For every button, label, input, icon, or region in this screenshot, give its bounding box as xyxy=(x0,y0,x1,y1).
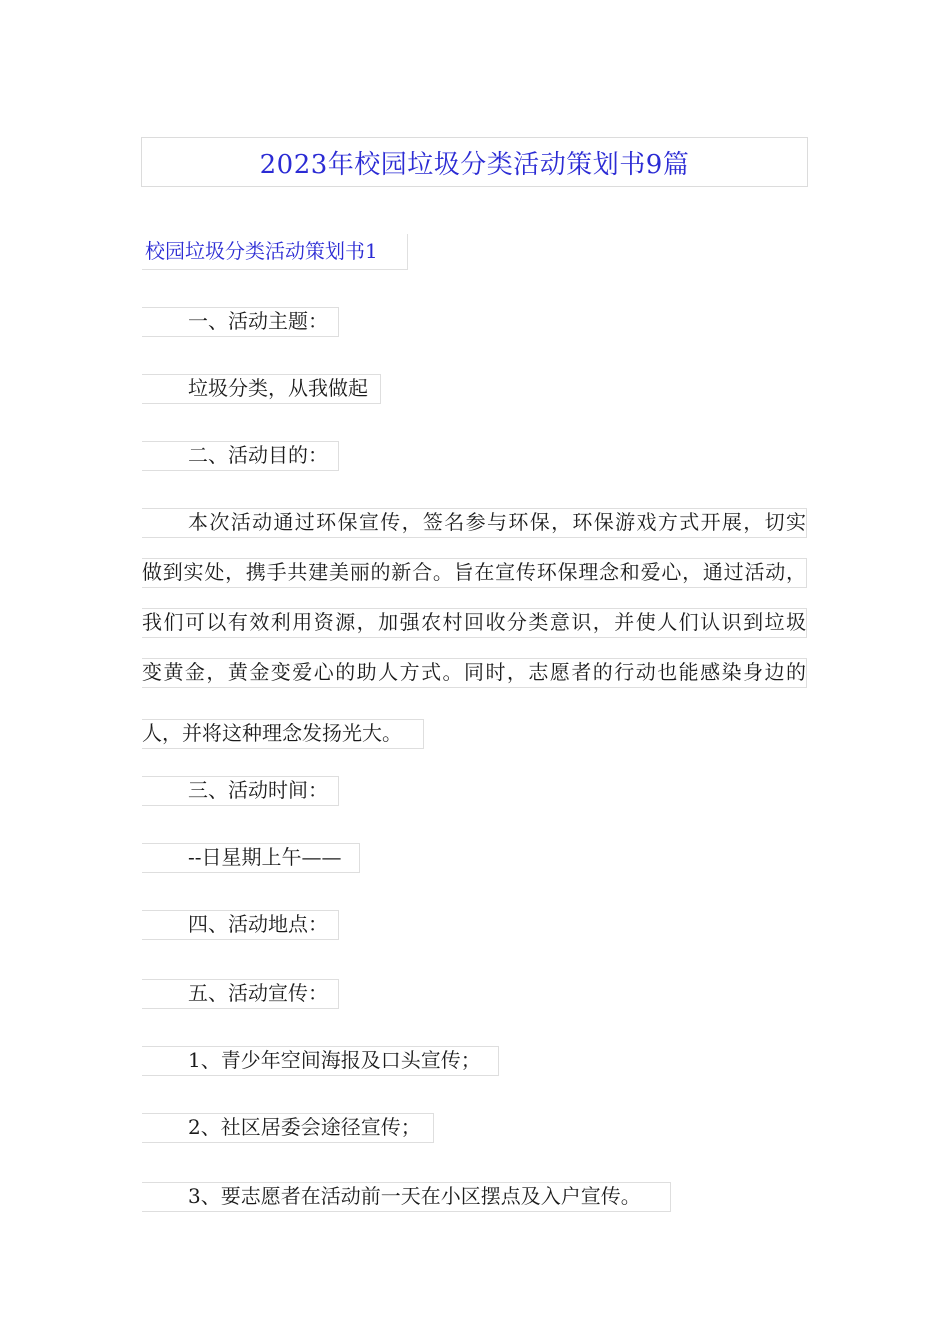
paragraph-line: 人，并将这种理念发扬光大。 xyxy=(142,719,424,749)
section3-heading: 三、活动时间： xyxy=(142,776,339,806)
section1-heading: 一、活动主题： xyxy=(142,307,339,337)
document-title: 2023年校园垃圾分类活动策划书9篇 xyxy=(141,137,808,187)
section1-body: 垃圾分类，从我做起 xyxy=(142,374,381,404)
section5-item-1: 1、青少年空间海报及口头宣传； xyxy=(142,1046,499,1076)
section5-item-3: 3、要志愿者在活动前一天在小区摆点及入户宣传。 xyxy=(142,1182,671,1212)
paragraph-line: 本次活动通过环保宣传，签名参与环保，环保游戏方式开展，切实 xyxy=(142,508,807,538)
section3-body: --日星期上午—— xyxy=(142,843,360,873)
paragraph-line: 做到实处，携手共建美丽的新合。旨在宣传环保理念和爱心，通过活动， xyxy=(142,558,807,588)
section4-heading: 四、活动地点： xyxy=(142,910,339,940)
section5-heading: 五、活动宣传： xyxy=(142,979,339,1009)
section2-heading: 二、活动目的： xyxy=(142,441,339,471)
section5-item-2: 2、社区居委会途径宣传； xyxy=(142,1113,434,1143)
paragraph-line: 变黄金，黄金变爱心的助人方式。同时，志愿者的行动也能感染身边的 xyxy=(142,658,807,688)
paragraph-line: 我们可以有效利用资源，加强农村回收分类意识，并使人们认识到垃圾 xyxy=(142,608,807,638)
section2-paragraph xyxy=(142,508,807,769)
section-subtitle: 校园垃圾分类活动策划书1 xyxy=(142,234,408,270)
